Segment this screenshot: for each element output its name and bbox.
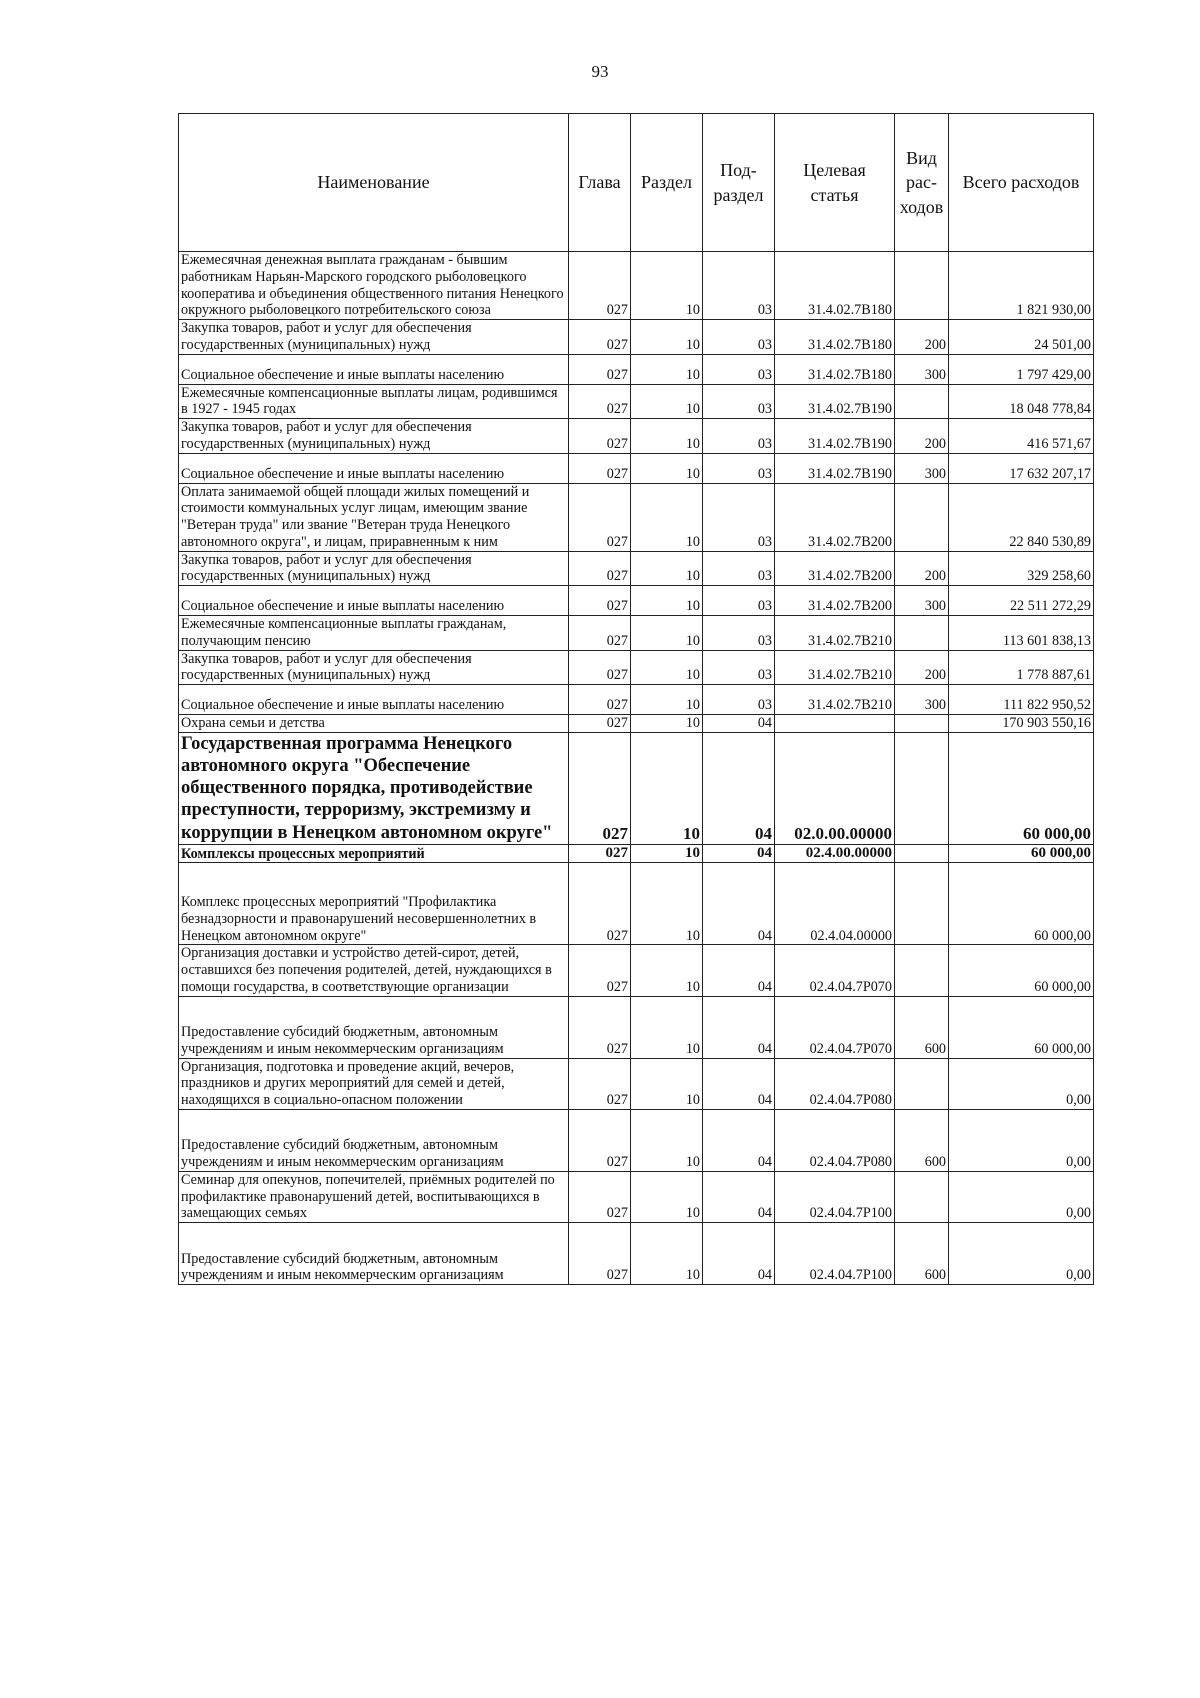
row-section: 10 — [631, 586, 703, 616]
row-total: 113 601 838,13 — [949, 616, 1094, 651]
row-chapter: 027 — [569, 1058, 631, 1109]
row-chapter: 027 — [569, 551, 631, 586]
row-expense-type: 600 — [895, 996, 949, 1058]
row-chapter: 027 — [569, 453, 631, 483]
row-name: Закупка товаров, работ и услуг для обеспечения государственных (муниципальных) нужд — [179, 551, 569, 586]
row-total: 60 000,00 — [949, 945, 1094, 996]
row-chapter: 027 — [569, 586, 631, 616]
row-subsection: 03 — [703, 483, 775, 551]
row-expense-type: 300 — [895, 354, 949, 384]
row-total: 0,00 — [949, 1058, 1094, 1109]
row-name: Закупка товаров, работ и услуг для обеспечения государственных (муниципальных) нужд — [179, 419, 569, 454]
row-expense-type: 300 — [895, 453, 949, 483]
row-expense-type: 600 — [895, 1109, 949, 1171]
row-expense-type — [895, 252, 949, 320]
row-subsection: 03 — [703, 252, 775, 320]
row-name: Организация доставки и устройство детей-сирот, детей, оставшихся без попечения родителей, детей, нуждающихся в помощи государства, в соответствующие организации — [179, 945, 569, 996]
row-name: Комплексы процессных мероприятий — [179, 844, 569, 863]
row-subsection: 04 — [703, 1223, 775, 1285]
row-target: 02.4.00.00000 — [775, 844, 895, 863]
row-name: Социальное обеспечение и иные выплаты населению — [179, 453, 569, 483]
row-total: 170 903 550,16 — [949, 715, 1094, 733]
row-total: 60 000,00 — [949, 732, 1094, 844]
row-total: 24 501,00 — [949, 320, 1094, 355]
row-section: 10 — [631, 996, 703, 1058]
table-row — [179, 419, 1094, 454]
row-section: 10 — [631, 685, 703, 715]
table-row — [179, 354, 1094, 384]
row-subsection: 03 — [703, 384, 775, 419]
row-subsection: 04 — [703, 996, 775, 1058]
row-total: 22 511 272,29 — [949, 586, 1094, 616]
row-expense-type: 200 — [895, 419, 949, 454]
row-subsection: 03 — [703, 354, 775, 384]
row-chapter: 027 — [569, 996, 631, 1058]
row-target — [775, 715, 895, 733]
row-name: Социальное обеспечение и иные выплаты населению — [179, 685, 569, 715]
row-section: 10 — [631, 616, 703, 651]
row-section: 10 — [631, 715, 703, 733]
row-section: 10 — [631, 384, 703, 419]
table-row — [179, 945, 1094, 996]
table-row — [179, 732, 1094, 844]
table-row — [179, 320, 1094, 355]
row-subsection: 03 — [703, 586, 775, 616]
table-row — [179, 844, 1094, 863]
row-name: Ежемесячные компенсационные выплаты гражданам, получающим пенсию — [179, 616, 569, 651]
row-total: 60 000,00 — [949, 863, 1094, 945]
row-name: Социальное обеспечение и иные выплаты населению — [179, 586, 569, 616]
row-section: 10 — [631, 551, 703, 586]
row-name: Социальное обеспечение и иные выплаты населению — [179, 354, 569, 384]
row-section: 10 — [631, 1058, 703, 1109]
table-header-row — [179, 114, 1094, 252]
row-target: 02.4.04.7Р100 — [775, 1223, 895, 1285]
row-chapter: 027 — [569, 419, 631, 454]
row-expense-type: 300 — [895, 685, 949, 715]
row-subsection: 04 — [703, 844, 775, 863]
row-expense-type: 200 — [895, 320, 949, 355]
row-total: 0,00 — [949, 1171, 1094, 1222]
row-total: 1 797 429,00 — [949, 354, 1094, 384]
row-subsection: 03 — [703, 616, 775, 651]
row-expense-type — [895, 732, 949, 844]
row-expense-type — [895, 863, 949, 945]
header-chapter: Глава — [569, 114, 631, 252]
row-chapter: 027 — [569, 715, 631, 733]
row-section: 10 — [631, 1109, 703, 1171]
row-chapter: 027 — [569, 685, 631, 715]
row-target: 31.4.02.7В200 — [775, 586, 895, 616]
row-section: 10 — [631, 453, 703, 483]
row-chapter: 027 — [569, 945, 631, 996]
row-total: 416 571,67 — [949, 419, 1094, 454]
row-chapter: 027 — [569, 354, 631, 384]
row-total: 17 632 207,17 — [949, 453, 1094, 483]
table-row — [179, 586, 1094, 616]
table-row — [179, 384, 1094, 419]
row-expense-type: 300 — [895, 586, 949, 616]
row-chapter: 027 — [569, 320, 631, 355]
row-expense-type: 200 — [895, 650, 949, 685]
table-row — [179, 252, 1094, 320]
header-name: Наименование — [179, 114, 569, 252]
row-total: 22 840 530,89 — [949, 483, 1094, 551]
row-expense-type — [895, 1171, 949, 1222]
row-target: 31.4.02.7В210 — [775, 616, 895, 651]
row-section: 10 — [631, 354, 703, 384]
row-chapter: 027 — [569, 732, 631, 844]
row-target: 31.4.02.7В210 — [775, 685, 895, 715]
row-name: Предоставление субсидий бюджетным, автономным учреждениям и иным некоммерческим организациям — [179, 996, 569, 1058]
row-total: 60 000,00 — [949, 996, 1094, 1058]
row-name: Предоставление субсидий бюджетным, автономным учреждениям и иным некоммерческим организациям — [179, 1223, 569, 1285]
row-subsection: 03 — [703, 419, 775, 454]
row-subsection: 04 — [703, 945, 775, 996]
row-target: 31.4.02.7В180 — [775, 320, 895, 355]
row-target: 02.0.00.00000 — [775, 732, 895, 844]
row-name: Оплата занимаемой общей площади жилых помещений и стоимости коммунальных услуг лицам, имеющим звание "Ветеран труда" или звание "Ветеран труда Ненецкого автономного округа", и лицам, приравненным к ним — [179, 483, 569, 551]
row-target: 31.4.02.7В180 — [775, 354, 895, 384]
header-section: Раздел — [631, 114, 703, 252]
row-chapter: 027 — [569, 483, 631, 551]
row-target: 02.4.04.00000 — [775, 863, 895, 945]
row-section: 10 — [631, 650, 703, 685]
row-expense-type — [895, 1058, 949, 1109]
row-name: Закупка товаров, работ и услуг для обеспечения государственных (муниципальных) нужд — [179, 320, 569, 355]
row-target: 02.4.04.7Р070 — [775, 945, 895, 996]
table-row — [179, 996, 1094, 1058]
row-chapter: 027 — [569, 1109, 631, 1171]
row-expense-type — [895, 715, 949, 733]
row-subsection: 04 — [703, 1109, 775, 1171]
row-name: Комплекс процессных мероприятий "Профилактика безнадзорности и правонарушений несовершеннолетних в Ненецком автономном округе" — [179, 863, 569, 945]
row-name: Ежемесячная денежная выплата гражданам - бывшим работникам Нарьян-Марского городского рыболовецкого кооператива и объединения общественного питания Ненецкого окружного рыболовецкого потребительского союза — [179, 252, 569, 320]
row-target: 31.4.02.7В190 — [775, 453, 895, 483]
row-chapter: 027 — [569, 616, 631, 651]
row-target: 02.4.04.7Р080 — [775, 1109, 895, 1171]
table-row — [179, 1058, 1094, 1109]
row-name: Организация, подготовка и проведение акций, вечеров, праздников и других мероприятий для семей и детей, находящихся в социально-опасном положении — [179, 1058, 569, 1109]
row-chapter: 027 — [569, 863, 631, 945]
header-target: Целевая статья — [775, 114, 895, 252]
row-chapter: 027 — [569, 844, 631, 863]
row-name: Ежемесячные компенсационные выплаты лицам, родившимся в 1927 - 1945 годах — [179, 384, 569, 419]
table-row — [179, 483, 1094, 551]
table-row — [179, 1109, 1094, 1171]
row-subsection: 03 — [703, 551, 775, 586]
row-subsection: 04 — [703, 715, 775, 733]
table-row — [179, 863, 1094, 945]
table-row — [179, 1171, 1094, 1222]
table-row — [179, 685, 1094, 715]
row-subsection: 04 — [703, 1058, 775, 1109]
row-expense-type — [895, 844, 949, 863]
row-expense-type: 600 — [895, 1223, 949, 1285]
row-expense-type: 200 — [895, 551, 949, 586]
row-name: Закупка товаров, работ и услуг для обеспечения государственных (муниципальных) нужд — [179, 650, 569, 685]
row-target: 31.4.02.7В190 — [775, 419, 895, 454]
row-subsection: 03 — [703, 453, 775, 483]
row-total: 0,00 — [949, 1109, 1094, 1171]
row-section: 10 — [631, 483, 703, 551]
table-row — [179, 453, 1094, 483]
row-target: 02.4.04.7Р070 — [775, 996, 895, 1058]
header-subsection: Под-раздел — [703, 114, 775, 252]
row-subsection: 03 — [703, 320, 775, 355]
row-chapter: 027 — [569, 252, 631, 320]
row-expense-type — [895, 384, 949, 419]
row-total: 0,00 — [949, 1223, 1094, 1285]
table-row — [179, 715, 1094, 733]
page-number: 93 — [591, 62, 609, 81]
row-section: 10 — [631, 945, 703, 996]
row-name: Государственная программа Ненецкого автономного округа "Обеспечение общественного порядка, противодействие преступности, терроризму, экстремизму и коррупции в Ненецком автономном округе" — [179, 732, 569, 844]
table-row — [179, 1223, 1094, 1285]
row-expense-type — [895, 616, 949, 651]
row-expense-type — [895, 483, 949, 551]
row-subsection: 03 — [703, 685, 775, 715]
row-total: 111 822 950,52 — [949, 685, 1094, 715]
row-total: 60 000,00 — [949, 844, 1094, 863]
table-row — [179, 616, 1094, 651]
row-name: Семинар для опекунов, попечителей, приёмных родителей по профилактике правонарушений детей, воспитывающихся в замещающих семьях — [179, 1171, 569, 1222]
row-target: 31.4.02.7В190 — [775, 384, 895, 419]
table-row — [179, 551, 1094, 586]
row-total: 1 821 930,00 — [949, 252, 1094, 320]
header-total: Всего расходов — [949, 114, 1094, 252]
row-target: 02.4.04.7Р080 — [775, 1058, 895, 1109]
row-subsection: 04 — [703, 1171, 775, 1222]
row-section: 10 — [631, 1171, 703, 1222]
row-subsection: 04 — [703, 732, 775, 844]
row-name: Охрана семьи и детства — [179, 715, 569, 733]
table-row — [179, 650, 1094, 685]
row-chapter: 027 — [569, 650, 631, 685]
row-section: 10 — [631, 844, 703, 863]
row-total: 1 778 887,61 — [949, 650, 1094, 685]
row-target: 31.4.02.7В200 — [775, 483, 895, 551]
row-expense-type — [895, 945, 949, 996]
row-name: Предоставление субсидий бюджетным, автономным учреждениям и иным некоммерческим организациям — [179, 1109, 569, 1171]
row-total: 329 258,60 — [949, 551, 1094, 586]
row-section: 10 — [631, 732, 703, 844]
row-target: 02.4.04.7Р100 — [775, 1171, 895, 1222]
row-chapter: 027 — [569, 384, 631, 419]
row-section: 10 — [631, 863, 703, 945]
header-expense-type: Вид рас-ходов — [895, 114, 949, 252]
budget-table — [178, 113, 1094, 1285]
row-section: 10 — [631, 320, 703, 355]
row-section: 10 — [631, 252, 703, 320]
row-target: 31.4.02.7В210 — [775, 650, 895, 685]
row-section: 10 — [631, 419, 703, 454]
row-target: 31.4.02.7В180 — [775, 252, 895, 320]
row-chapter: 027 — [569, 1171, 631, 1222]
row-target: 31.4.02.7В200 — [775, 551, 895, 586]
row-section: 10 — [631, 1223, 703, 1285]
row-total: 18 048 778,84 — [949, 384, 1094, 419]
row-subsection: 03 — [703, 650, 775, 685]
row-subsection: 04 — [703, 863, 775, 945]
row-chapter: 027 — [569, 1223, 631, 1285]
